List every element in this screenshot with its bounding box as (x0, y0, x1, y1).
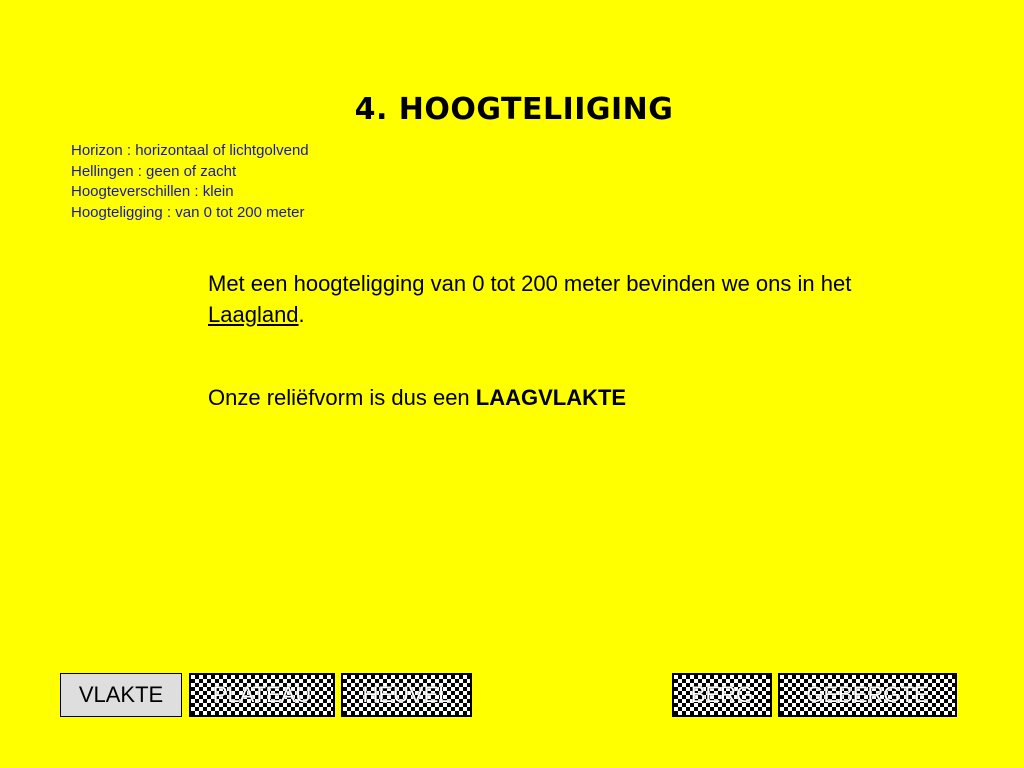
slide-title: 4. HOOGTELIIGING (354, 92, 674, 127)
laagland-link[interactable]: Laagland (208, 302, 299, 327)
vlakte-button[interactable]: VLAKTE (60, 673, 182, 717)
criteria-item-hoogteverschillen: Hoogteverschillen : klein (71, 183, 234, 200)
conclusion-term: LAAGVLAKTE (475, 385, 627, 410)
gebergte-button[interactable] (778, 673, 957, 717)
gebergte-button-label: GEBERGTE (806, 682, 929, 707)
paragraph-laagland-end: . (298, 302, 305, 327)
berg-button[interactable] (672, 673, 772, 717)
paragraph-conclusion (208, 382, 948, 413)
plateau-button-label: PLATEAU (212, 682, 312, 707)
plateau-button[interactable] (189, 673, 335, 717)
heuvel-button-label: HEUVEL (362, 682, 451, 707)
criteria-item-hoogteligging: Hoogteligging : van 0 tot 200 meter (71, 203, 305, 221)
criteria-item-horizon: Horizon : horizontaal of lichtgolvend (71, 142, 309, 159)
criteria-item-hellingen: Hellingen : geen of zacht (71, 162, 237, 180)
paragraph-laagland-text: Met een hoogteligging van 0 tot 200 meter bevinden we ons in het (208, 271, 852, 296)
criteria-list (71, 141, 309, 223)
paragraph-conclusion-text: Onze reliëfvorm is dus een (208, 385, 476, 410)
main-text (208, 268, 948, 413)
heuvel-button[interactable] (341, 673, 472, 717)
berg-button-label: BERG (690, 682, 754, 707)
paragraph-laagland (208, 268, 948, 330)
